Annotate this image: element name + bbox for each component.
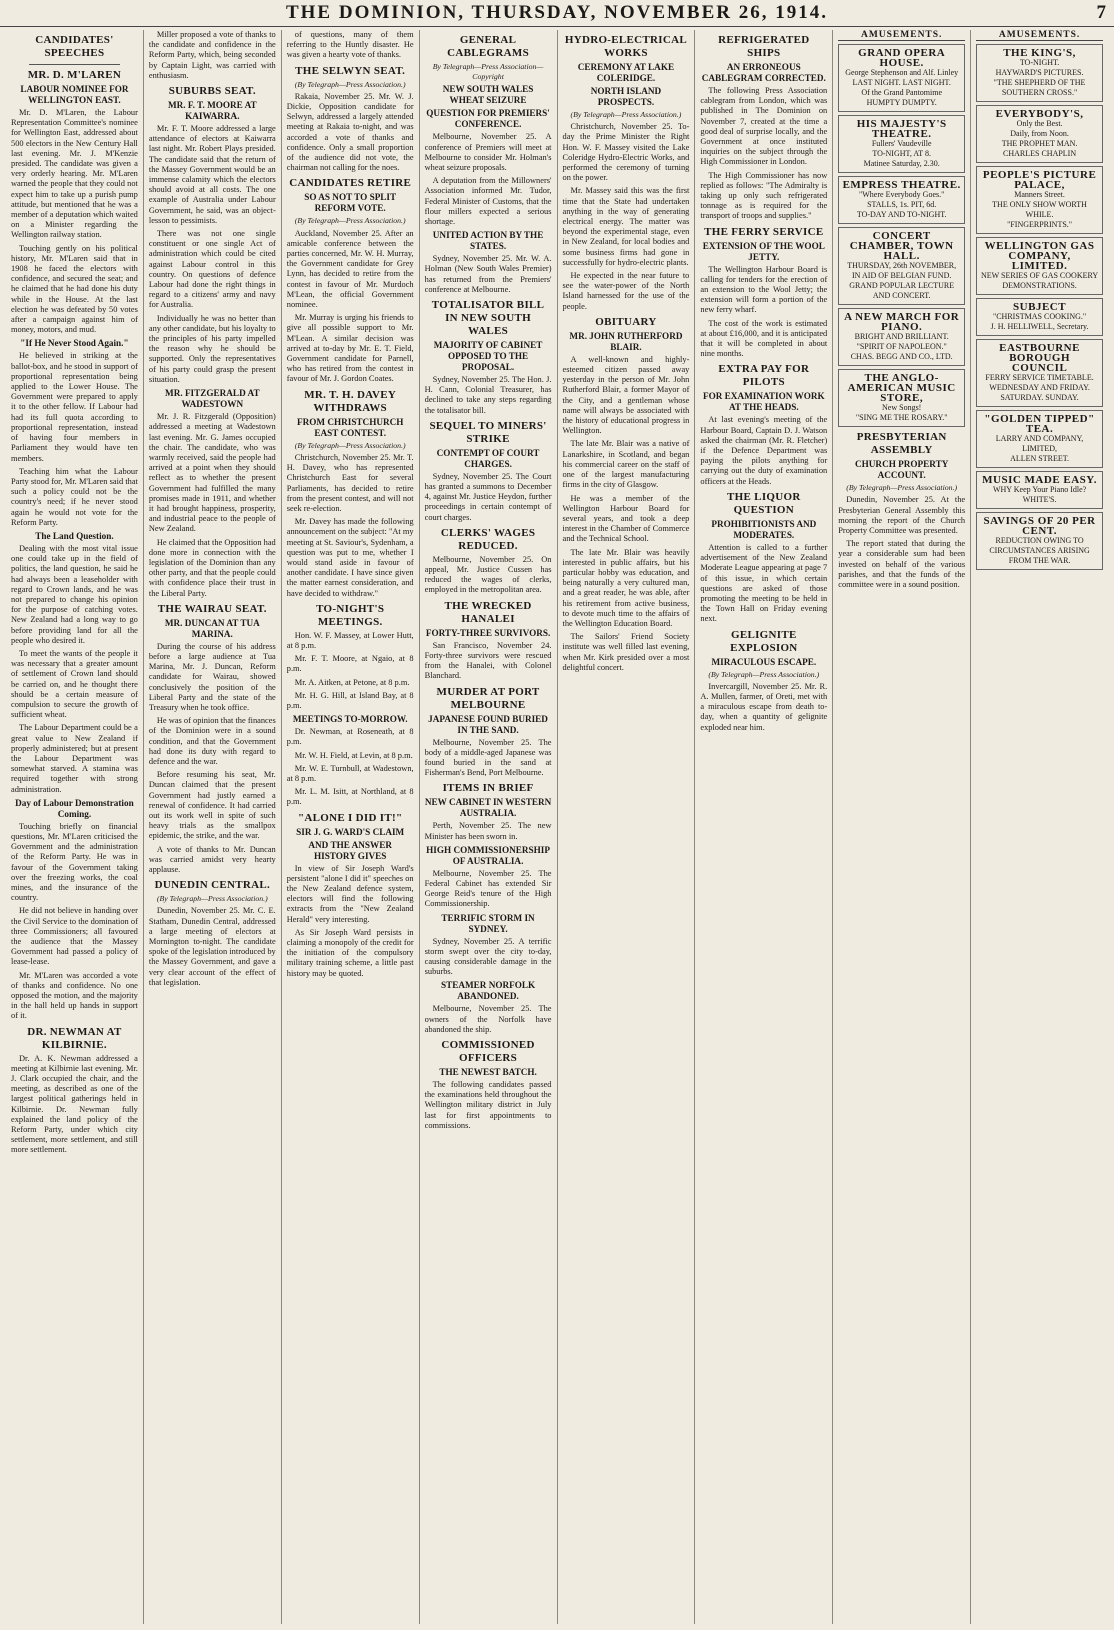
article-paragraph: He was of opinion that the finances of the Dominion were in a sound condition, and that the Government had done its duty with regard to defence and the war. [148,716,276,766]
article-paragraph: Mr. D. M'Laren, the Labour Representation Committee's nominee for Wellington East, addressed about 500 electors in the New Century Hall last evening. Mr. J. M'Kenzie presided. The candidate was given a very orderly hearing. Mr. M'Laren warned the people that they could not expect him to take up a purish pump attitude, but mentioned that he was a member of a deputation which waited on a Minister regarding the Wellington railway station. [11,108,138,240]
ad-line: Daily, from Noon. [1010,129,1069,139]
article-headline: CANDIDATES' SPEECHES [35,34,114,59]
ad-line: Of the Grand Pantomime [861,88,943,98]
article-headline: "ALONE I DID IT!" [297,811,403,824]
ad-heading: EASTBOURNE BOROUGH COUNCIL [999,342,1080,375]
article-paragraph: Rakaia, November 25. Mr. W. J. Dickie, Opposition candidate for Selwyn, addressed a largely attended meeting at Rakaia to-night, and was accorded a vote of thanks and confidence. Only a small proportion of the audience did not vote, the chairman not calling for the noes. [286,91,414,173]
article-paragraph: Perth, November 25. The new Minister has been sworn in. [424,821,552,841]
ad-line: "CHRISTMAS COOKING." [992,312,1087,322]
article-subheading: CHURCH PROPERTY ACCOUNT. [855,459,949,481]
article-paragraph: Sydney, November 25. The Court has granted a summons to December 4, against Mr. Justice Heydon, further proceedings in certain contempt of court charges. [424,471,552,522]
dateline: By Telegraph—Press Association—Copyright [432,62,544,82]
article-paragraph: Dunedin, November 25. Mr. C. E. Statham, Dunedin Central, addressed a large meeting of electors at Mornington to-night. The candidate spoke of the legislation introduced by the Massey Government, and gave a very clear account of the effect of that legislation. [148,906,276,987]
article-subheading: FOR EXAMINATION WORK AT THE HEADS. [702,391,825,413]
article-subheading: UNITED ACTION BY THE STATES. [432,230,544,252]
ad-line: REDUCTION OWING TO CIRCUMSTANCES ARISING FROM THE WAR. [989,536,1090,566]
ad-line: STALLS, 1s. PIT, 6d. [867,200,937,210]
ad-line: Only the Best. [1016,119,1063,129]
advertisement [838,115,965,173]
article-paragraph: At last evening's meeting of the Harbour Board, Captain D. J. Watson asked the chairman (Mr. R. Fletcher) if the Defence Department was paying the pilots anything for carrying out the duty of examination officers at the Heads. [700,415,828,486]
article-headline: REFRIGERATED SHIPS [718,34,810,59]
article-paragraph: Dr. A. K. Newman addressed a meeting at Kilbirnie last evening. Mr. J. Clark occupied the chair, and the meeting, as described as one of the largest political gatherings held in Kilbirnie. Dr. Newman fully explained the land policy of the Reform Party, under which city settlement, more settlement, and still more settlement. [11,1053,138,1155]
advertisement [976,512,1103,570]
ad-heading: SUBJECT [1013,301,1067,314]
article-subheading: SIR J. G. WARD'S CLAIM [296,826,405,837]
advertisement [976,105,1103,163]
section-heading: AMUSEMENTS. [838,30,965,41]
advertisement [976,44,1103,102]
advertisement [976,166,1103,234]
advertisement [976,410,1103,468]
article-paragraph: of questions, many of them referring to the Huntly disaster. He was given a hearty vote of thanks. [286,30,414,60]
column-1 [6,30,144,1624]
dateline: (By Telegraph—Press Association.) [294,216,406,226]
article-paragraph: Mr. F. T. Moore, at Ngaio, at 8 p.m. [286,654,414,674]
article-headline: HYDRO-ELECTRICAL WORKS [564,34,688,59]
column-8 [971,30,1108,1624]
ad-heading: SAVINGS OF 20 PER CENT. [983,515,1096,538]
article-paragraph: Christchurch, November 25. Mr. T. H. Davey, who has represented Christchurch East for several Parliaments, has decided to retire from the present contest, and will not seek re-election. [286,452,414,513]
advertisement [976,339,1103,407]
article-subheading: EXTENSION OF THE WOOL JETTY. [702,240,825,262]
ad-line: New Songs! [882,403,922,413]
advertisement [838,369,965,427]
ad-line: "THE SHEPHERD OF THE SOUTHERN CROSS." [993,78,1086,98]
column-7 [833,30,971,1624]
ad-line: THE ONLY SHOW WORTH WHILE. [992,200,1087,220]
ad-line: TO-DAY AND TO-NIGHT. [856,210,947,220]
article-paragraph: Melbourne, November 25. The body of a middle-aged Japanese was found buried in the sand at Fisherman's Bend, Port Melbourne. [424,737,552,778]
article-headline: GELIGNITE EXPLOSION [730,628,798,654]
article-paragraph: Mr. A. Aitken, at Petone, at 8 p.m. [294,677,410,687]
article-paragraph: Melbourne, November 25. On appeal, Mr. Justice Cussen has reduced the wages of clerks, employed in the metropolitan area. [424,554,552,595]
article-subheading: AN ERRONEOUS CABLEGRAM CORRECTED. [701,62,826,83]
ad-heading: THE ANGLO-AMERICAN MUSIC STORE, [847,372,956,405]
dateline: (By Telegraph—Press Association.) [570,110,682,119]
ad-line: "SPIRIT OF NAPOLEON." [856,342,947,352]
article-headline: MR. D. M'LAREN [27,69,122,81]
ad-line: George Stephenson and Alf. Linley [845,68,959,78]
article-headline: TOTALISATOR BILL IN NEW SOUTH WALES [431,299,545,338]
advertisement [838,176,965,224]
section-heading: AMUSEMENTS. [976,30,1103,41]
article-paragraph: Mr. F. T. Moore addressed a large attendance of electors at Kaiwarra last night. Mr. Robert Plays presided. The candidate said that the return of the Massey Government would be an immense calamity which the electors should avoid at all costs. The one example of Australia under Labour Government, he said, was an object-lesson to pessimists. [148,124,276,225]
article-subheading: NORTH ISLAND PROSPECTS. [590,86,662,107]
article-subheading: MEETINGS TO-MORROW. [292,714,408,725]
article-paragraph: Mr. Massey said this was the first time that the State had undertaken anything in the way of generating electrical energy. The matter was beyond the experimental stage, even in New Zealand, for local bodies and some business firms had gone in successfully for hydro-electric plants. [562,186,690,267]
article-paragraph: As Sir Joseph Ward persists in claiming a monopoly of the credit for the initiation of the compulsory military training scheme, a little past history may be quoted. [286,927,414,978]
article-paragraph: Mr. M'Laren was accorded a vote of thanks and confidence. No one opposed the motion, and the majority in the hall held up hands in support of it. [11,970,138,1021]
ad-line: HUMPTY DUMPTY. [866,98,937,108]
ad-line: IN AID OF BELGIAN FUND. [852,271,952,281]
article-subheading: Day of Labour Demonstration Coming. [15,797,134,819]
article-headline: CANDIDATES RETIRE [289,177,412,190]
dateline: (By Telegraph—Press Association.) [708,669,820,679]
article-subheading: AND THE ANSWER HISTORY GIVES [308,839,392,861]
ad-heading: MUSIC MADE EASY. [982,474,1097,487]
article-headline: PRESBYTERIAN ASSEMBLY [856,431,947,457]
article-paragraph: Melbourne, November 25. The Federal Cabinet has extended Sir George Reid's tenure of the High Commissionership. [424,868,552,909]
article-subheading: MR. FITZGERALD AT WADESTOWN [165,388,260,410]
article-subheading: CEREMONY AT LAKE COLERIDGE. [577,62,675,83]
ad-line: Manners Street. [1014,190,1065,200]
article-paragraph: The following candidates passed the examinations held throughout the Wellington military district in July last for first appointments to commissions. [424,1079,552,1130]
ad-line: WEDNESDAY AND FRIDAY. [989,383,1090,393]
article-paragraph: Mr. W. H. Field, at Levin, at 8 p.m. [294,750,413,760]
column-2 [144,30,282,1624]
article-paragraph: Mr. H. G. Hill, at Island Bay, at 8 p.m. [286,690,414,710]
article-headline: OBITUARY [595,315,657,328]
article-paragraph: The late Mr. Blair was a native of Lanarkshire, in Scotland, and began his commercial career on the staff of one of the largest manufacturing firms in the city of Glasgow. [562,439,690,490]
article-paragraph: Mr. L. M. Isitt, at Northland, at 8 p.m. [286,787,414,807]
masthead-title: THE DOMINION, THURSDAY, NOVEMBER 26, 1914. [285,2,828,23]
advertisement [838,44,965,112]
ad-line: WHITE'S. [1022,495,1057,505]
article-headline: THE WRECKED HANALEI [444,599,532,625]
ad-line: THURSDAY, 26th NOVEMBER, [847,261,957,271]
dateline: (By Telegraph—Press Association.) [156,894,268,904]
dateline: (By Telegraph—Press Association.) [294,440,406,450]
article-paragraph: He expected in the near future to see the water-power of the North Island harnessed for the use of the people. [562,271,690,311]
article-headline: ITEMS IN BRIEF [442,782,534,795]
ad-line: GRAND POPULAR LECTURE AND CONCERT. [849,281,955,301]
article-subheading: NEW SOUTH WALES WHEAT SEIZURE [442,84,534,106]
ad-line: ALLEN STREET. [1010,454,1070,464]
article-paragraph: Sydney, November 25. Mr. W. A. Holman (New South Wales Premier) has returned from the Premiers' conference at Melbourne. [424,254,552,294]
ad-line: CHARLES CHAPLIN [1003,149,1077,159]
article-headline: THE SELWYN SEAT. [295,64,406,77]
ad-line: "Where Everybody Goes." [858,190,945,200]
article-paragraph: Melbourne, November 25. The owners of the Norfolk have abandoned the ship. [424,1004,552,1034]
article-subheading: SO AS NOT TO SPLIT REFORM VOTE. [304,192,397,214]
dateline: (By Telegraph—Press Association.) [846,483,958,493]
article-subheading: CONTEMPT OF COURT CHARGES. [436,447,540,469]
ad-line: NEW SERIES OF GAS COOKERY DEMONSTRATIONS. [980,271,1099,291]
article-paragraph: Dr. Newman, at Roseneath, at 8 p.m. [286,727,414,747]
article-paragraph: Dealing with the most vital issue one could take up in the field of politics, the land question, he said he had always been a leaseholder with regard to Crown lands, and he was not prepared to change his opinion for the purpose of catching votes. New Zealand had a long way to go before providing land for all the people who desired it. [11,543,138,645]
article-paragraph: Sydney, November 25. A terrific storm swept over the city to-day, causing considerable damage in the suburbs. [424,936,552,977]
article-paragraph: The High Commissioner has now replied as follows: "The Admiralty is taking up only such refrigerated tonnage as is required for the transport of troops and supplies." [700,170,828,221]
advertisement [838,227,965,305]
article-headline: SUBURBS SEAT. [168,85,256,98]
advertisement [976,237,1103,295]
ad-line: SATURDAY. SUNDAY. [1000,393,1079,403]
article-paragraph: The Labour Department could be a great value to New Zealand if properly administered; but at present the Labour Department was somewhat starved. A stamina was required together with strong administration. [11,723,138,794]
article-paragraph: Attention is called to a further advertisement of the New Zealand Moderate League appearing at page 7 of this issue, in which certain questions are asked of those promoting the meeting to be held in the Town Hall on Friday evening next. [700,542,828,624]
article-paragraph: Mr. Davey has made the following announcement on the subject: "At my meeting at St. Saviour's, Sydenham, a question was put to me, whether I would stand aside in favour of another candidate. I have since given the matter earnest consideration, and have decided to withdraw." [286,517,414,598]
article-headline: THE WAIRAU SEAT. [157,602,267,615]
article-headline: MURDER AT PORT MELBOURNE [436,685,540,711]
divider [29,64,120,65]
article-subheading: STEAMER NORFOLK ABANDONED. [440,980,536,1002]
article-paragraph: Teaching him what the Labour Party stood for, Mr. M'Laren said that such a policy could not be the country's need; if he never stood again he would not vote for the Reform Party. [11,466,138,527]
ad-line: TO-NIGHT. [1019,58,1060,68]
ad-line: CHAS. BEGG AND CO., LTD. [850,352,953,362]
column-4 [420,30,558,1624]
ad-heading: HIS MAJESTY'S THEATRE. [856,118,947,141]
article-headline: GENERAL CABLEGRAMS [447,34,529,59]
article-paragraph: Auckland, November 25. After an amicable conference between the parties concerned, Mr. W. H. Murray, the Government candidate for Grey Lynn, has decided to retire from the contest in favour of Mr. Murdoch M'Lean, the official Government nominee. [286,228,414,310]
article-paragraph: Hon. W. F. Massey, at Lower Hutt, at 8 p.m. [286,630,414,650]
article-paragraph: A deputation from the Millowners' Association informed Mr. Tudor, Federal Minister of Customs, that the flour millers expected a serious shortage. [424,176,552,227]
article-paragraph: A well-known and highly-esteemed citizen passed away yesterday in the person of Mr. John Rutherford Blair, a former Mayor of the City, and a gentleman whose name will always be associated with the history of educational progress in Wellington. [562,354,690,436]
masthead [0,0,1114,27]
ad-heading: WELLINGTON GAS COMPANY, LIMITED. [984,240,1095,273]
article-subheading: FROM CHRISTCHURCH EAST CONTEST. [296,416,404,438]
advertisement [838,308,965,366]
article-paragraph: The following Press Association cablegram from London, which was published in The Dominion on November 7, created at the time a good deal of surprise locally, and the Government at once instituted inquiries on the subject through the High Commissioner in London. [700,86,828,167]
ad-heading: EMPRESS THEATRE. [842,179,961,192]
article-headline: THE LIQUOR QUESTION [727,490,801,516]
ad-line: Fullers' Vaudeville [871,139,932,149]
column-3 [282,30,420,1624]
article-paragraph: Individually he was no better than any other candidate, but his loyalty to the principles of his party impelled the reason why he should be supported. Only the representatives of his party could grasp the present situation. [148,313,276,384]
ad-line: HAYWARD'S PICTURES. [995,68,1084,78]
article-paragraph: San Francisco, November 24. Forty-three survivors were rescued from the Hanalei, with Colonel Blanchard. [424,640,552,681]
ad-line: Matinee Saturday, 2.30. [863,159,940,169]
article-paragraph: He did not believe in handing over the Civil Service to the domination of three Commissioners; all favoured the audience that the Massey Government had passed a policy of lease-lease. [11,906,138,967]
ad-line: WHY Keep Your Piano Idle? [992,485,1087,495]
article-headline: EXTRA PAY FOR PILOTS [718,363,810,389]
ad-line: J. H. HELLIWELL, Secretary. [990,322,1089,332]
column-5 [558,30,696,1624]
article-paragraph: Melbourne, November 25. A conference of Premiers will meet at Melbourne to consider Mr. Holman's wheat seizure proposals. [424,132,552,173]
article-subheading: HIGH COMMISSIONERSHIP OF AUSTRALIA. [426,844,550,866]
article-subheading: The Land Question. [35,530,114,541]
article-paragraph: Before resuming his seat, Mr. Duncan claimed that the present Government had justly earned a renewal of confidence. It had carried out its work well in spite of such heavy trials as the smallpox epidemic, the strike, and the war. [148,770,276,841]
article-paragraph: Touching briefly on financial questions, Mr. M'Laren criticised the Government and the administration of the Reform Party. He was in favour of the Government taking over the freezing works, the coal mines, and the insurance of the country. [11,821,138,903]
article-headline: MR. T. H. DAVEY WITHDRAWS [304,388,397,414]
article-paragraph: Sydney, November 25. The Hon. J. H. Cann, Colonial Treasurer, has declined to take any steps regarding the totalisator bill. [424,375,552,415]
article-paragraph: He claimed that the Opposition had done more in connection with the legislation of the Dominion than any other party, and that the people could with confidence place their trust in the Liberal Party. [148,537,276,598]
article-subheading: MIRACULOUS ESCAPE. [711,656,817,667]
article-headline: DUNEDIN CENTRAL. [154,879,271,892]
article-paragraph: The Wellington Harbour Board is calling for tenders for the erection of an extension to the Wool Jetty; the extension will form a portion of the new ferry wharf. [700,264,828,315]
article-headline: THE FERRY SERVICE [704,225,824,238]
article-subheading: TERRIFIC STORM IN SYDNEY. [441,912,535,934]
ad-line: BRIGHT AND BRILLIANT. [854,332,949,342]
ad-heading: PEOPLE'S PICTURE PALACE, [982,169,1097,192]
article-paragraph: Mr. W. E. Turnbull, at Wadestown, at 8 p.m. [286,763,414,783]
article-paragraph: He believed in striking at the ballot-box, and he stood in support of proportional representation being applied to the Lower House. The Government were prepared to apply it to the other fellow. If Labour had had its full quota according to proportional representation, instead of having four members in Parliament they would have ten members. [11,351,138,463]
article-paragraph: Christchurch, November 25. To-day the Prime Minister the Right Hon. W. F. Massey visited the Lake Coleridge Hydro-Electric Works, and performed the ceremony of turning on the power. [562,122,690,183]
article-subheading: FORTY-THREE SURVIVORS. [425,627,551,638]
article-paragraph: The Sailors' Friend Society institute was well filled last evening, when Mr. Kirk presided over a most delightful concert. [562,632,690,672]
article-paragraph: Miller proposed a vote of thanks to the candidate and confidence in the Reform Party, which, being seconded by Captain Light, was carried with enthusiasm. [148,30,276,80]
ad-heading: CONCERT CHAMBER, TOWN HALL. [849,230,954,263]
article-paragraph: To meet the wants of the people it was necessary that a greater amount of settlement of Crown land should be carried on, and he thought there should be a certain measure of compulsion to secure the growth of sufficient wheat. [11,648,138,720]
article-headline: TO-NIGHT'S MEETINGS. [316,602,385,628]
article-subheading: PROHIBITIONISTS AND MODERATES. [711,518,817,540]
article-paragraph: The late Mr. Blair was heavily interested in public affairs, but his particular hobby was education, and being naturally a very cultured man, and a great reader, he was able, after his retirement from active business, to devote much time to the affairs of the Wellington Education Board. [562,547,690,628]
advertisement [976,298,1103,336]
ad-line: THE PROPHET MAN. [1001,139,1078,149]
advertisement [976,471,1103,509]
article-headline: CLERKS' WAGES REDUCED. [440,526,536,552]
ad-line: LARRY AND COMPANY, LIMITED, [995,434,1084,454]
article-paragraph: In view of Sir Joseph Ward's persistent "alone I did it" speeches on the New Zealand defence system, electors will find the following extracts from the "New Zealand Herald" very interesting. [286,863,414,924]
page-number: 7 [1096,2,1106,23]
article-subheading: QUESTION FOR PREMIERS' CONFERENCE. [426,108,550,130]
article-paragraph: Dunedin, November 25. At the Presbyterian General Assembly this morning the report of the Church Property Committee was presented. [838,495,966,536]
article-subheading: JAPANESE FOUND BURIED IN THE SAND. [428,713,548,735]
article-paragraph: Invercargill, November 25. Mr. R. A. Mullen, farmer, of Oreti, met with a miraculous escape from death to-day, when a quantity of gelignite exploded near him. [700,681,828,732]
ad-heading: "GOLDEN TIPPED" TEA. [984,413,1095,436]
article-headline: COMMISSIONED OFFICERS [441,1038,535,1064]
column-grid [6,30,1108,1624]
article-headline: SEQUEL TO MINERS' STRIKE [429,419,547,445]
article-subheading: MR. DUNCAN AT TUA MARINA. [164,617,260,639]
article-subheading: THE NEWEST BATCH. [439,1066,537,1077]
ad-line: "SING ME THE ROSARY." [855,413,948,423]
ad-line: LAST NIGHT. LAST NIGHT. [852,78,951,88]
article-subheading: LABOUR NOMINEE FOR WELLINGTON EAST. [20,84,129,105]
ad-line: TO-NIGHT, AT 8. [872,149,932,159]
article-paragraph: Touching gently on his political history, Mr. M'Laren said that in 1908 he faced the electors with confidence, and secured the seat; and he claimed that he had done his duty while in the House. At the last election he was defeated by 50 votes after a campaign against him of money, motors, and mud. [11,243,138,335]
ad-line: FERRY SERVICE TIMETABLE. [985,373,1094,383]
article-paragraph: He was a member of the Wellington Harbour Board for several years, and took a deep interest in the Chamber of Commerce and the Technical School. [562,493,690,544]
article-paragraph: The report stated that during the year a considerable sum had been invested on behalf of the various parishes, and that the funds of the committee were in a sound position. [838,539,966,590]
ad-heading: A NEW MARCH FOR PIANO. [844,311,960,334]
dateline: (By Telegraph—Press Association.) [294,79,406,89]
ad-heading: GRAND OPERA HOUSE. [858,47,946,70]
article-headline: DR. NEWMAN AT KILBIRNIE. [27,1025,122,1051]
article-paragraph: During the course of his address before a large audience at Tua Marina, Mr. J. Duncan, Reform candidate for Wairau, showed conclusively the position of the Liberal Party and the state of the Treasury when he took office. [148,641,276,712]
article-paragraph: There was not one single constituent or one single Act of administration which could be cited against Labour control in this country. On questions of defence Labour had done the right things in regard to a citizens' army and navy for Australia. [148,229,276,310]
ad-line: "FINGERPRINTS." [1007,220,1073,230]
article-subheading: MR. F. T. MOORE AT KAIWARRA. [167,100,257,122]
article-subheading: MAJORITY OF CABINET OPPOSED TO THE PROPOSAL. [433,340,543,373]
ad-heading: THE KING'S, [1003,47,1076,60]
article-paragraph: Mr. Murray is urging his friends to give all possible support to Mr. M'Lean. A similar decision was arrived at to-day by Mr. E. T. Field, Government candidate for Parnell, who has retired from the contest in favour of Mr. J. Gordon Coates. [286,313,414,384]
article-paragraph: Mr. J. R. Fitzgerald (Opposition) addressed a meeting at Wadestown last evening. Mr. G. James occupied the chair. The candidate, who was warmly received, said the people had arrived at a point when they should reflect as to whether the present Government had fulfilled the many promises made in 1911, and whether it had brought happiness, prosperity, and industrial peace to the people of New Zealand. [148,412,276,534]
article-paragraph: The cost of the work is estimated at about £16,000, and it is anticipated that it will be completed in about nine months. [700,318,828,359]
article-paragraph: A vote of thanks to Mr. Duncan was carried amidst very hearty applause. [148,844,276,875]
article-subheading: MR. JOHN RUTHERFORD BLAIR. [569,330,683,352]
article-subheading: NEW CABINET IN WESTERN AUSTRALIA. [424,797,552,819]
column-6 [695,30,833,1624]
ad-heading: EVERYBODY'S, [995,108,1084,121]
article-subheading: "If He Never Stood Again." [20,338,129,349]
